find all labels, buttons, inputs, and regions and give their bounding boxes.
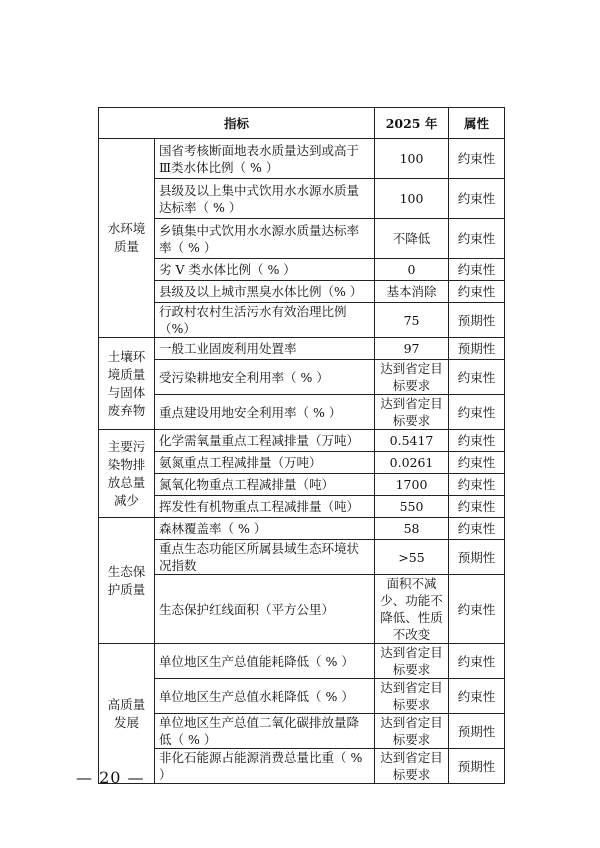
target-cell: 达到省定目标要求 bbox=[375, 644, 449, 679]
indicator-cell: 国省考核断面地表水质量达到或高于Ⅲ类水体比例（ % ） bbox=[155, 139, 375, 179]
attribute-cell: 约束性 bbox=[449, 575, 505, 644]
indicator-cell: 单位地区生产总值二氧化碳排放量降低（ % ） bbox=[155, 714, 375, 749]
target-cell: 达到省定目标要求 bbox=[375, 679, 449, 714]
category-cell bbox=[99, 518, 155, 644]
table-body bbox=[99, 139, 505, 784]
indicator-table bbox=[98, 107, 505, 784]
indicator-cell: 非化石能源占能源消费总量比重（ % ） bbox=[155, 749, 375, 784]
indicator-cell: 氮氧化物重点工程减排量（吨） bbox=[155, 474, 375, 496]
indicator-cell: 化学需氧量重点工程减排量（万吨） bbox=[155, 430, 375, 452]
attribute-cell: 约束性 bbox=[449, 474, 505, 496]
target-cell: 0 bbox=[375, 259, 449, 281]
indicator-cell: 生态保护红线面积（平方公里） bbox=[155, 575, 375, 644]
category-label: 土壤环境质量与固体废弃物 bbox=[107, 348, 146, 418]
category-cell bbox=[99, 430, 155, 518]
attribute-cell: 预期性 bbox=[449, 303, 505, 338]
attribute-cell: 约束性 bbox=[449, 219, 505, 259]
category-label: 水环境质量 bbox=[107, 221, 146, 254]
header-indicator: 指标 bbox=[99, 108, 375, 139]
indicator-cell: 单位地区生产总值水耗降低（ % ） bbox=[155, 679, 375, 714]
table-row bbox=[99, 139, 505, 179]
attribute-cell: 约束性 bbox=[449, 452, 505, 474]
table-row bbox=[99, 303, 505, 338]
table-header-row bbox=[99, 108, 505, 139]
indicator-cell: 单位地区生产总值能耗降低（ % ） bbox=[155, 644, 375, 679]
table-row bbox=[99, 714, 505, 749]
attribute-cell: 约束性 bbox=[449, 395, 505, 430]
category-label: 生态保护质量 bbox=[107, 563, 146, 597]
target-cell: 达到省定目标要求 bbox=[375, 360, 449, 395]
table-row bbox=[99, 575, 505, 644]
attribute-cell: 约束性 bbox=[449, 360, 505, 395]
target-cell: 达到省定目标要求 bbox=[375, 714, 449, 749]
table-row bbox=[99, 360, 505, 395]
table-row bbox=[99, 644, 505, 679]
attribute-cell: 约束性 bbox=[449, 518, 505, 540]
indicator-cell: 行政村农村生活污水有效治理比例（%） bbox=[155, 303, 375, 338]
target-cell: 97 bbox=[375, 338, 449, 360]
indicator-cell: 森林覆盖率（ % ） bbox=[155, 518, 375, 540]
attribute-cell: 预期性 bbox=[449, 338, 505, 360]
attribute-cell: 预期性 bbox=[449, 749, 505, 784]
category-label: 高质量发展 bbox=[107, 696, 146, 730]
page-number: — 20 — bbox=[76, 768, 145, 787]
attribute-cell: 约束性 bbox=[449, 179, 505, 219]
indicator-cell: 重点建设用地安全利用率（ % ） bbox=[155, 395, 375, 430]
target-cell: 达到省定目标要求 bbox=[375, 749, 449, 784]
attribute-cell: 约束性 bbox=[449, 281, 505, 303]
indicator-cell: 重点生态功能区所属县域生态环境状况指数 bbox=[155, 540, 375, 575]
indicator-cell: 一般工业固废利用处置率 bbox=[155, 338, 375, 360]
indicator-cell: 劣 V 类水体比例（ % ） bbox=[155, 259, 375, 281]
table-row bbox=[99, 452, 505, 474]
header-attribute: 属性 bbox=[449, 108, 505, 139]
category-cell bbox=[99, 139, 155, 338]
attribute-cell: 约束性 bbox=[449, 496, 505, 518]
target-cell: 0.5417 bbox=[375, 430, 449, 452]
indicator-cell: 受污染耕地安全利用率（ % ） bbox=[155, 360, 375, 395]
table-row bbox=[99, 219, 505, 259]
table-row bbox=[99, 259, 505, 281]
target-cell: >55 bbox=[375, 540, 449, 575]
category-cell bbox=[99, 338, 155, 430]
target-cell: 达到省定目标要求 bbox=[375, 395, 449, 430]
target-cell: 面积不减少、功能不降低、性质不改变 bbox=[375, 575, 449, 644]
target-cell: 550 bbox=[375, 496, 449, 518]
header-year: 2025 年 bbox=[375, 108, 449, 139]
indicator-cell: 县级及以上集中式饮用水水源水质量达标率（ % ） bbox=[155, 179, 375, 219]
table-row bbox=[99, 540, 505, 575]
table-row bbox=[99, 395, 505, 430]
target-cell: 100 bbox=[375, 139, 449, 179]
table-row bbox=[99, 338, 505, 360]
attribute-cell: 约束性 bbox=[449, 259, 505, 281]
target-cell: 0.0261 bbox=[375, 452, 449, 474]
attribute-cell: 约束性 bbox=[449, 679, 505, 714]
indicator-cell: 挥发性有机物重点工程减排量（吨） bbox=[155, 496, 375, 518]
table-row bbox=[99, 518, 505, 540]
table-row bbox=[99, 179, 505, 219]
target-cell: 1700 bbox=[375, 474, 449, 496]
attribute-cell: 约束性 bbox=[449, 430, 505, 452]
target-cell: 基本消除 bbox=[375, 281, 449, 303]
target-cell: 75 bbox=[375, 303, 449, 338]
indicator-cell: 氨氮重点工程减排量（万吨） bbox=[155, 452, 375, 474]
attribute-cell: 预期性 bbox=[449, 540, 505, 575]
indicator-cell: 县级及以上城市黑臭水体比例（% ） bbox=[155, 281, 375, 303]
attribute-cell: 预期性 bbox=[449, 714, 505, 749]
table-row bbox=[99, 474, 505, 496]
indicator-cell: 乡镇集中式饮用水水源水质量达标率率（ % ） bbox=[155, 219, 375, 259]
attribute-cell: 约束性 bbox=[449, 139, 505, 179]
table-row bbox=[99, 430, 505, 452]
target-cell: 不降低 bbox=[375, 219, 449, 259]
target-cell: 58 bbox=[375, 518, 449, 540]
table-row bbox=[99, 281, 505, 303]
table-row bbox=[99, 496, 505, 518]
category-cell bbox=[99, 644, 155, 784]
attribute-cell: 约束性 bbox=[449, 644, 505, 679]
target-cell: 100 bbox=[375, 179, 449, 219]
category-label: 主要污染物排放总量减少 bbox=[107, 438, 146, 508]
table-row bbox=[99, 679, 505, 714]
table-row bbox=[99, 749, 505, 784]
